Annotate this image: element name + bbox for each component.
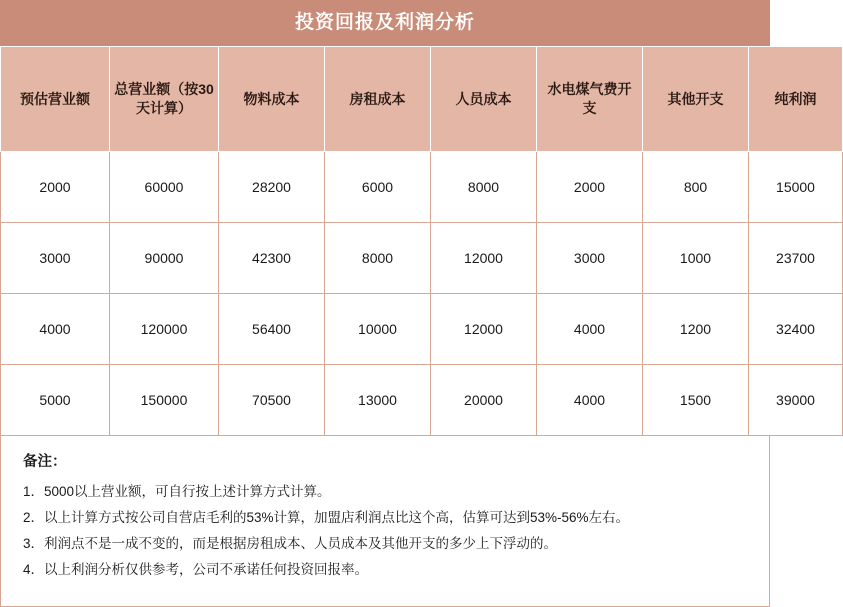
cell-net-profit: 15000: [749, 152, 843, 223]
cell-material-cost: 70500: [219, 365, 325, 436]
cell-staff-cost: 20000: [431, 365, 537, 436]
table-body: [1, 152, 843, 436]
column-header-estimated-turnover: 预估营业额: [1, 47, 110, 152]
cell-net-profit: 23700: [749, 223, 843, 294]
cell-other-expenses: 1200: [643, 294, 749, 365]
cell-total-turnover: 60000: [110, 152, 219, 223]
column-header-rent-cost: 房租成本: [325, 47, 431, 152]
cell-estimated-turnover: 3000: [1, 223, 110, 294]
cell-net-profit: 39000: [749, 365, 843, 436]
notes-list: [23, 479, 747, 583]
cell-total-turnover: 150000: [110, 365, 219, 436]
cell-utilities-cost: 4000: [537, 365, 643, 436]
cell-other-expenses: 1500: [643, 365, 749, 436]
cell-other-expenses: 800: [643, 152, 749, 223]
note-item: 2．以上计算方式按公司自营店毛利的53%计算，加盟店利润点比这个高，估算可达到53%-56%左右。: [23, 510, 630, 525]
cell-estimated-turnover: 2000: [1, 152, 110, 223]
note-item: 4．以上利润分析仅供参考，公司不承诺任何投资回报率。: [23, 562, 369, 577]
column-header-other-expenses: 其他开支: [643, 47, 749, 152]
cell-staff-cost: 12000: [431, 223, 537, 294]
note-item: 1．5000以上营业额，可自行按上述计算方式计算。: [23, 484, 331, 499]
note-item: 3．利润点不是一成不变的，而是根据房租成本、人员成本及其他开支的多少上下浮动的。: [23, 536, 558, 551]
notes-section: [0, 436, 770, 607]
cell-total-turnover: 120000: [110, 294, 219, 365]
notes-title: 备注：: [23, 454, 67, 470]
cell-material-cost: 28200: [219, 152, 325, 223]
column-header-material-cost: 物料成本: [219, 47, 325, 152]
table-row: [1, 223, 843, 294]
cell-material-cost: 56400: [219, 294, 325, 365]
table-header: [1, 47, 843, 152]
table-row: [1, 152, 843, 223]
page-title: 投资回报及利润分析: [0, 0, 770, 46]
cell-rent-cost: 6000: [325, 152, 431, 223]
cell-utilities-cost: 2000: [537, 152, 643, 223]
table-header-row: [1, 47, 843, 152]
cell-estimated-turnover: 4000: [1, 294, 110, 365]
cell-utilities-cost: 3000: [537, 223, 643, 294]
cell-total-turnover: 90000: [110, 223, 219, 294]
column-header-staff-cost: 人员成本: [431, 47, 537, 152]
cell-staff-cost: 12000: [431, 294, 537, 365]
cell-staff-cost: 8000: [431, 152, 537, 223]
cell-rent-cost: 10000: [325, 294, 431, 365]
cell-net-profit: 32400: [749, 294, 843, 365]
profit-table: [0, 46, 843, 436]
column-header-net-profit: 纯利润: [749, 47, 843, 152]
cell-other-expenses: 1000: [643, 223, 749, 294]
cell-rent-cost: 13000: [325, 365, 431, 436]
cell-utilities-cost: 4000: [537, 294, 643, 365]
table-row: [1, 294, 843, 365]
table-row: [1, 365, 843, 436]
cell-rent-cost: 8000: [325, 223, 431, 294]
cell-estimated-turnover: 5000: [1, 365, 110, 436]
column-header-total-turnover: 总营业额（按30天计算）: [110, 47, 219, 152]
column-header-utilities-cost: 水电煤气费开支: [537, 47, 643, 152]
cell-material-cost: 42300: [219, 223, 325, 294]
